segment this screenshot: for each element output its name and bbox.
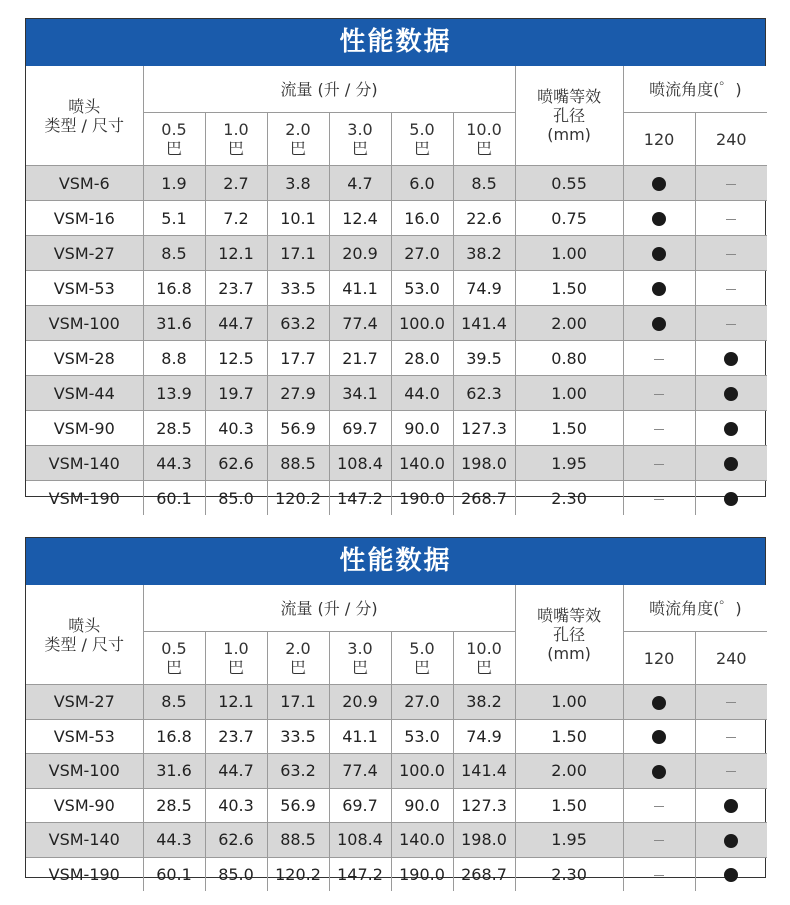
model-cell: VSM-140 — [26, 446, 143, 481]
orifice-header-line1: 喷嘴等效 — [537, 87, 602, 106]
orifice-header — [515, 66, 623, 166]
orifice-header — [515, 585, 623, 685]
dash-icon — [654, 429, 664, 430]
table-title: 性能数据 — [26, 538, 765, 585]
model-cell: VSM-190 — [26, 857, 143, 891]
angle-120-cell — [623, 271, 695, 306]
dash-icon — [654, 394, 664, 395]
model-cell: VSM-53 — [26, 271, 143, 306]
orifice-header-line3: (mm) — [547, 644, 591, 663]
flow-cell: 60.1 — [143, 857, 205, 891]
flow-cell: 33.5 — [267, 719, 329, 754]
pressure-unit: 巴 — [289, 658, 306, 677]
orifice-cell: 1.95 — [515, 823, 623, 858]
orifice-cell: 2.00 — [515, 306, 623, 341]
angle-240-cell — [695, 754, 767, 789]
pressure-header — [329, 113, 391, 166]
pressure-value: 10.0 — [466, 639, 502, 658]
flow-cell: 20.9 — [329, 685, 391, 720]
filled-dot-icon — [724, 492, 738, 506]
angle-120-cell — [623, 306, 695, 341]
flow-cell: 27.9 — [267, 376, 329, 411]
filled-dot-icon — [652, 212, 666, 226]
flow-cell: 69.7 — [329, 411, 391, 446]
table-row — [26, 481, 767, 516]
model-cell: VSM-16 — [26, 201, 143, 236]
table-row — [26, 306, 767, 341]
pressure-unit: 巴 — [476, 658, 493, 677]
flow-cell: 147.2 — [329, 481, 391, 516]
orifice-cell: 1.50 — [515, 271, 623, 306]
flow-cell: 27.0 — [391, 685, 453, 720]
model-cell: VSM-53 — [26, 719, 143, 754]
angle-120-cell — [623, 201, 695, 236]
pressure-unit: 巴 — [227, 139, 244, 158]
flow-cell: 8.8 — [143, 341, 205, 376]
flow-cell: 198.0 — [453, 823, 515, 858]
dash-icon — [726, 702, 736, 703]
angle-120-cell — [623, 823, 695, 858]
flow-cell: 17.7 — [267, 341, 329, 376]
nozzle-header — [26, 585, 143, 685]
flow-cell: 63.2 — [267, 754, 329, 789]
model-cell: VSM-27 — [26, 685, 143, 720]
filled-dot-icon — [652, 282, 666, 296]
filled-dot-icon — [652, 696, 666, 710]
flow-cell: 74.9 — [453, 271, 515, 306]
flow-cell: 127.3 — [453, 411, 515, 446]
pressure-header — [267, 632, 329, 685]
table-row — [26, 754, 767, 789]
dash-icon — [654, 840, 664, 841]
pressure-header — [453, 632, 515, 685]
flow-cell: 140.0 — [391, 823, 453, 858]
angle-240-cell — [695, 446, 767, 481]
orifice-header-line1: 喷嘴等效 — [537, 606, 602, 625]
orifice-cell: 2.30 — [515, 857, 623, 891]
table-row — [26, 719, 767, 754]
flow-cell: 28.5 — [143, 411, 205, 446]
flow-cell: 40.3 — [205, 788, 267, 823]
pressure-value: 5.0 — [409, 120, 435, 139]
pressure-value: 5.0 — [409, 639, 435, 658]
model-cell: VSM-140 — [26, 823, 143, 858]
flow-cell: 17.1 — [267, 236, 329, 271]
flow-cell: 44.3 — [143, 823, 205, 858]
flow-cell: 88.5 — [267, 446, 329, 481]
flow-cell: 120.2 — [267, 481, 329, 516]
flow-cell: 77.4 — [329, 754, 391, 789]
table-row — [26, 411, 767, 446]
angle-240-cell — [695, 823, 767, 858]
orifice-cell: 1.00 — [515, 236, 623, 271]
dash-icon — [654, 499, 664, 500]
flow-cell: 44.0 — [391, 376, 453, 411]
flow-cell: 16.8 — [143, 719, 205, 754]
angle-120-cell — [623, 481, 695, 516]
model-cell: VSM-44 — [26, 376, 143, 411]
angle-240-cell — [695, 411, 767, 446]
orifice-cell: 1.50 — [515, 788, 623, 823]
flow-cell: 190.0 — [391, 481, 453, 516]
dash-icon — [726, 771, 736, 772]
flow-cell: 88.5 — [267, 823, 329, 858]
nozzle-header-line1: 喷头 — [68, 96, 101, 116]
performance-table-2 — [25, 537, 766, 884]
table-row — [26, 788, 767, 823]
flow-cell: 8.5 — [453, 166, 515, 201]
flow-cell: 16.0 — [391, 201, 453, 236]
flow-cell: 268.7 — [453, 481, 515, 516]
flow-cell: 12.1 — [205, 236, 267, 271]
flow-cell: 108.4 — [329, 446, 391, 481]
flow-header: 流量 (升 / 分) — [143, 585, 515, 632]
model-cell: VSM-100 — [26, 306, 143, 341]
angle-120-cell — [623, 341, 695, 376]
angle-240-cell — [695, 341, 767, 376]
flow-cell: 19.7 — [205, 376, 267, 411]
orifice-header-line3: (mm) — [547, 125, 591, 144]
orifice-header-line2: 孔径 — [553, 625, 586, 644]
table-row — [26, 166, 767, 201]
dash-icon — [726, 219, 736, 220]
dash-icon — [726, 289, 736, 290]
flow-cell: 34.1 — [329, 376, 391, 411]
flow-cell: 74.9 — [453, 719, 515, 754]
table-row — [26, 201, 767, 236]
dash-icon — [654, 464, 664, 465]
flow-cell: 10.1 — [267, 201, 329, 236]
pressure-value: 2.0 — [285, 120, 311, 139]
orifice-cell: 2.00 — [515, 754, 623, 789]
filled-dot-icon — [724, 422, 738, 436]
filled-dot-icon — [724, 834, 738, 848]
flow-cell: 38.2 — [453, 236, 515, 271]
flow-cell: 27.0 — [391, 236, 453, 271]
orifice-cell: 0.80 — [515, 341, 623, 376]
orifice-cell: 1.95 — [515, 446, 623, 481]
angle-240-cell — [695, 201, 767, 236]
angle-240-cell — [695, 236, 767, 271]
flow-cell: 41.1 — [329, 719, 391, 754]
nozzle-header-line2: 类型 / 尺寸 — [44, 115, 125, 135]
flow-cell: 3.8 — [267, 166, 329, 201]
pressure-value: 1.0 — [223, 639, 249, 658]
angle-240-cell — [695, 271, 767, 306]
flow-cell: 21.7 — [329, 341, 391, 376]
angle-240-cell — [695, 719, 767, 754]
flow-cell: 62.6 — [205, 446, 267, 481]
flow-cell: 147.2 — [329, 857, 391, 891]
flow-cell: 56.9 — [267, 788, 329, 823]
flow-cell: 53.0 — [391, 719, 453, 754]
flow-cell: 69.7 — [329, 788, 391, 823]
model-cell: VSM-100 — [26, 754, 143, 789]
flow-cell: 62.6 — [205, 823, 267, 858]
dash-icon — [726, 324, 736, 325]
angle-240-cell — [695, 166, 767, 201]
filled-dot-icon — [724, 387, 738, 401]
pressure-unit: 巴 — [227, 658, 244, 677]
model-cell: VSM-27 — [26, 236, 143, 271]
filled-dot-icon — [724, 868, 738, 882]
dash-icon — [654, 359, 664, 360]
flow-cell: 44.3 — [143, 446, 205, 481]
flow-cell: 4.7 — [329, 166, 391, 201]
flow-cell: 77.4 — [329, 306, 391, 341]
flow-cell: 100.0 — [391, 306, 453, 341]
pressure-value: 3.0 — [347, 120, 373, 139]
table-row — [26, 823, 767, 858]
pressure-header — [329, 632, 391, 685]
orifice-cell: 0.75 — [515, 201, 623, 236]
pressure-value: 2.0 — [285, 639, 311, 658]
pressure-unit: 巴 — [413, 658, 430, 677]
flow-cell: 1.9 — [143, 166, 205, 201]
data-table — [26, 585, 767, 891]
nozzle-header — [26, 66, 143, 166]
flow-cell: 90.0 — [391, 411, 453, 446]
flow-cell: 16.8 — [143, 271, 205, 306]
flow-cell: 41.1 — [329, 271, 391, 306]
angle-240-cell — [695, 376, 767, 411]
flow-cell: 44.7 — [205, 306, 267, 341]
model-cell: VSM-90 — [26, 411, 143, 446]
angle-120-header: 120 — [623, 113, 695, 166]
flow-cell: 22.6 — [453, 201, 515, 236]
pressure-unit: 巴 — [165, 139, 182, 158]
flow-cell: 8.5 — [143, 685, 205, 720]
pressure-header — [391, 113, 453, 166]
flow-cell: 6.0 — [391, 166, 453, 201]
filled-dot-icon — [724, 352, 738, 366]
angle-240-cell — [695, 481, 767, 516]
pressure-unit: 巴 — [476, 139, 493, 158]
flow-cell: 7.2 — [205, 201, 267, 236]
orifice-cell: 1.00 — [515, 685, 623, 720]
table-row — [26, 685, 767, 720]
angle-240-header: 240 — [695, 113, 767, 166]
flow-cell: 13.9 — [143, 376, 205, 411]
angle-240-cell — [695, 306, 767, 341]
dash-icon — [726, 184, 736, 185]
pressure-value: 0.5 — [161, 639, 187, 658]
pressure-value: 3.0 — [347, 639, 373, 658]
flow-cell: 12.4 — [329, 201, 391, 236]
pressure-header — [267, 113, 329, 166]
flow-cell: 23.7 — [205, 719, 267, 754]
angle-header: 喷流角度(゜) — [623, 66, 767, 113]
flow-cell: 141.4 — [453, 306, 515, 341]
dash-icon — [654, 806, 664, 807]
pressure-unit: 巴 — [351, 658, 368, 677]
pressure-unit: 巴 — [351, 139, 368, 158]
flow-cell: 190.0 — [391, 857, 453, 891]
filled-dot-icon — [652, 247, 666, 261]
flow-cell: 60.1 — [143, 481, 205, 516]
flow-cell: 85.0 — [205, 481, 267, 516]
orifice-cell: 1.50 — [515, 411, 623, 446]
orifice-cell: 0.55 — [515, 166, 623, 201]
flow-cell: 108.4 — [329, 823, 391, 858]
table-title: 性能数据 — [26, 19, 765, 66]
pressure-header — [143, 632, 205, 685]
flow-cell: 62.3 — [453, 376, 515, 411]
pressure-header — [143, 113, 205, 166]
flow-cell: 8.5 — [143, 236, 205, 271]
pressure-header — [205, 632, 267, 685]
angle-120-cell — [623, 411, 695, 446]
data-table — [26, 66, 767, 515]
nozzle-header-line2: 类型 / 尺寸 — [44, 634, 125, 654]
angle-240-header: 240 — [695, 632, 767, 685]
orifice-cell: 2.30 — [515, 481, 623, 516]
performance-table-1 — [25, 18, 766, 508]
table-row — [26, 376, 767, 411]
dash-icon — [726, 254, 736, 255]
pressure-value: 0.5 — [161, 120, 187, 139]
flow-cell: 31.6 — [143, 754, 205, 789]
flow-cell: 85.0 — [205, 857, 267, 891]
table-row — [26, 857, 767, 891]
flow-cell: 90.0 — [391, 788, 453, 823]
model-cell: VSM-6 — [26, 166, 143, 201]
angle-120-cell — [623, 719, 695, 754]
angle-240-cell — [695, 857, 767, 891]
flow-cell: 53.0 — [391, 271, 453, 306]
flow-cell: 100.0 — [391, 754, 453, 789]
angle-120-cell — [623, 788, 695, 823]
filled-dot-icon — [652, 317, 666, 331]
filled-dot-icon — [724, 799, 738, 813]
flow-cell: 31.6 — [143, 306, 205, 341]
pressure-value: 1.0 — [223, 120, 249, 139]
pressure-header — [453, 113, 515, 166]
filled-dot-icon — [652, 730, 666, 744]
angle-120-cell — [623, 754, 695, 789]
table-row — [26, 236, 767, 271]
pressure-unit: 巴 — [289, 139, 306, 158]
filled-dot-icon — [724, 457, 738, 471]
nozzle-header-line1: 喷头 — [68, 615, 101, 635]
angle-240-cell — [695, 685, 767, 720]
model-cell: VSM-90 — [26, 788, 143, 823]
table-row — [26, 341, 767, 376]
pressure-value: 10.0 — [466, 120, 502, 139]
table-row — [26, 446, 767, 481]
flow-cell: 141.4 — [453, 754, 515, 789]
flow-cell: 127.3 — [453, 788, 515, 823]
model-cell: VSM-190 — [26, 481, 143, 516]
flow-cell: 40.3 — [205, 411, 267, 446]
flow-cell: 33.5 — [267, 271, 329, 306]
angle-120-cell — [623, 857, 695, 891]
flow-cell: 63.2 — [267, 306, 329, 341]
dash-icon — [726, 737, 736, 738]
flow-cell: 39.5 — [453, 341, 515, 376]
flow-cell: 23.7 — [205, 271, 267, 306]
angle-120-cell — [623, 446, 695, 481]
angle-120-header: 120 — [623, 632, 695, 685]
orifice-header-line2: 孔径 — [553, 106, 586, 125]
flow-cell: 12.5 — [205, 341, 267, 376]
pressure-unit: 巴 — [413, 139, 430, 158]
angle-120-cell — [623, 166, 695, 201]
filled-dot-icon — [652, 177, 666, 191]
flow-cell: 198.0 — [453, 446, 515, 481]
pressure-header — [205, 113, 267, 166]
dash-icon — [654, 875, 664, 876]
filled-dot-icon — [652, 765, 666, 779]
angle-120-cell — [623, 685, 695, 720]
flow-cell: 120.2 — [267, 857, 329, 891]
flow-cell: 56.9 — [267, 411, 329, 446]
flow-cell: 12.1 — [205, 685, 267, 720]
angle-120-cell — [623, 376, 695, 411]
table-row — [26, 271, 767, 306]
flow-cell: 5.1 — [143, 201, 205, 236]
angle-header: 喷流角度(゜) — [623, 585, 767, 632]
flow-cell: 2.7 — [205, 166, 267, 201]
flow-cell: 44.7 — [205, 754, 267, 789]
orifice-cell: 1.50 — [515, 719, 623, 754]
flow-cell: 28.5 — [143, 788, 205, 823]
angle-240-cell — [695, 788, 767, 823]
flow-cell: 268.7 — [453, 857, 515, 891]
angle-120-cell — [623, 236, 695, 271]
pressure-unit: 巴 — [165, 658, 182, 677]
flow-header: 流量 (升 / 分) — [143, 66, 515, 113]
flow-cell: 17.1 — [267, 685, 329, 720]
flow-cell: 20.9 — [329, 236, 391, 271]
pressure-header — [391, 632, 453, 685]
model-cell: VSM-28 — [26, 341, 143, 376]
flow-cell: 38.2 — [453, 685, 515, 720]
flow-cell: 140.0 — [391, 446, 453, 481]
flow-cell: 28.0 — [391, 341, 453, 376]
orifice-cell: 1.00 — [515, 376, 623, 411]
